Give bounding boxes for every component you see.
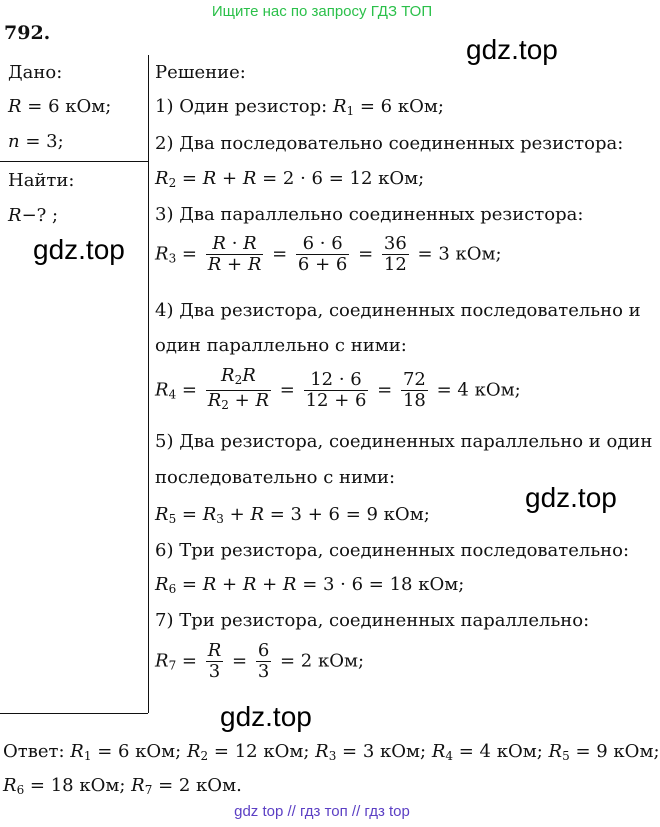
- solution-label: Решение:: [155, 62, 246, 83]
- top-banner[interactable]: Ищите нас по запросу ГДЗ ТОП: [211, 3, 433, 20]
- formula-r2: $R_2 = R + R = 2 \cdot 6 = 12$ кОм;: [155, 168, 425, 190]
- formula-r3: $R_3$ = $\frac{R \cdot R}{R + R}$ = $\frac{6 \cdot 6}{6 + 6}$ = $\frac{36}{12}$ = 3 кОм;: [155, 233, 502, 275]
- answer-line-1: Ответ: $R_1 = 6$ кОм; $R_2 = 12$ кОм; $R_3 = 3$ кОм; $R_4 = 4$ кОм; $R_5 = 9$ кОм;: [3, 741, 660, 763]
- formula-r6: $R_6 = R + R + R = 3 \cdot 6 = 18$ кОм;: [155, 574, 465, 596]
- formula-r7: $R_7$ = $\frac{R}{3}$ = $\frac{6}{3}$ = 2 кОм;: [155, 640, 365, 682]
- step-2-text: 2) Два последовательно соединенных резистора:: [155, 133, 624, 154]
- divider-bottom: [0, 713, 148, 714]
- watermark: gdz.top: [525, 482, 617, 513]
- step-7-text: 7) Три резистора, соединенных параллельно:: [155, 610, 590, 631]
- step-4-text-a: 4) Два резистора, соединенных последовательно и: [155, 300, 641, 321]
- footer-links[interactable]: gdz top // гдз топ // гдз top: [234, 803, 410, 820]
- find-resistance: R−? ;: [8, 205, 59, 226]
- watermark: gdz.top: [466, 34, 558, 65]
- formula-r4: $R_4$ = $\frac{R_2R}{R_2 + R}$ = $\frac{12 \cdot 6}{12 + 6}$ = $\frac{72}{18}$ = 4 кОм;: [155, 365, 521, 412]
- formula-r5: $R_5 = R_3 + R = 3 + 6 = 9$ кОм;: [155, 504, 430, 526]
- step-6-text: 6) Три резистора, соединенных последовательно:: [155, 540, 630, 561]
- step-1: 1) Один резистор: $R_1 = 6$ кОм;: [155, 96, 444, 118]
- given-label: Дано:: [8, 62, 63, 83]
- problem-number: 792.: [4, 22, 51, 44]
- watermark: gdz.top: [220, 701, 312, 732]
- divider-given: [0, 161, 148, 162]
- find-label: Найти:: [8, 170, 75, 191]
- step-4-text-b: один параллельно с ними:: [155, 335, 407, 356]
- given-count: n = 3;: [8, 131, 64, 152]
- step-3-text: 3) Два параллельно соединенных резистора:: [155, 204, 584, 225]
- given-resistance: R = 6 кОм;: [8, 96, 112, 117]
- step-5-text-a: 5) Два резистора, соединенных параллельно и один: [155, 431, 653, 452]
- step-5-text-b: последовательно с ними:: [155, 467, 396, 488]
- answer-line-2: $R_6 = 18$ кОм; $R_7 = 2$ кОм.: [3, 775, 242, 797]
- watermark: gdz.top: [33, 234, 125, 265]
- divider-vertical: [148, 55, 149, 713]
